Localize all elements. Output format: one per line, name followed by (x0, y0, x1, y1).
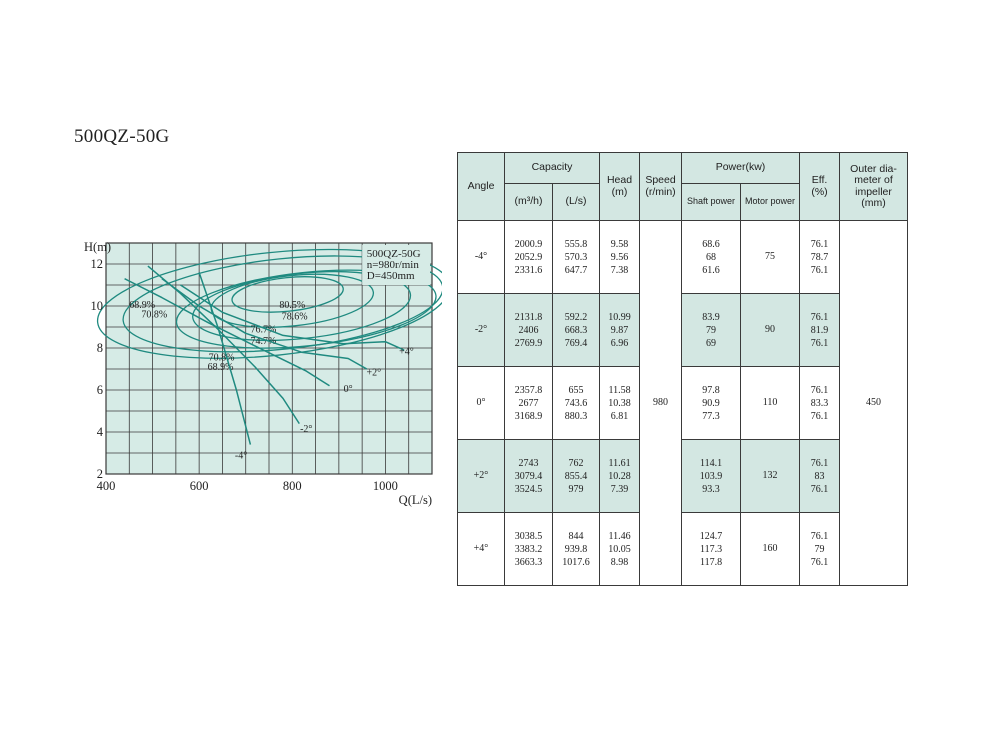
eff-cell: 76.1 78.7 76.1 (800, 221, 840, 294)
efficiency-label: 68.9% (207, 362, 234, 374)
table-row (458, 221, 908, 294)
eff-cell: 76.1 83 76.1 (800, 440, 840, 513)
model-title: 500QZ-50G (74, 126, 170, 147)
motor-power-cell: 132 (741, 440, 800, 513)
shaft-power-cell: 68.6 68 61.6 (682, 221, 741, 294)
efficiency-label-left: 68.9% (129, 300, 156, 312)
motor-power-cell: 160 (741, 513, 800, 586)
y-tick-label: 4 (96, 425, 103, 439)
legend-line: 500QZ-50G (366, 248, 421, 260)
header-motor-power: Motor power (741, 184, 800, 221)
header-outer-dia: Outer dia- meter of impeller (mm) (840, 153, 908, 221)
angle-cell: +2° (458, 440, 505, 513)
header-angle: Angle (458, 153, 505, 221)
eff-cell: 76.1 83.3 76.1 (800, 367, 840, 440)
efficiency-label: 74.7% (250, 335, 277, 347)
header-capacity: Capacity (505, 153, 600, 184)
motor-power-cell: 75 (741, 221, 800, 294)
motor-power-cell: 110 (741, 367, 800, 440)
performance-chart (82, 236, 442, 516)
header-head: Head (m) (600, 153, 640, 221)
angle-cell: -2° (458, 294, 505, 367)
shaft-power-cell: 83.9 79 69 (682, 294, 741, 367)
outer-dia-cell: 450 (840, 221, 908, 586)
head-cell: 11.61 10.28 7.39 (600, 440, 640, 513)
head-cell: 11.46 10.05 8.98 (600, 513, 640, 586)
efficiency-label: 70.8% (208, 352, 235, 364)
y-tick-label: 2 (96, 467, 103, 481)
capacity-ls-cell: 655 743.6 880.3 (553, 367, 600, 440)
speed-cell: 980 (640, 221, 682, 586)
angle-label: +4° (399, 346, 414, 358)
capacity-ls-cell: 592.2 668.3 769.4 (553, 294, 600, 367)
legend-line: n=980r/min (366, 259, 419, 271)
header-eff: Eff. (%) (800, 153, 840, 221)
eff-cell: 76.1 81.9 76.1 (800, 294, 840, 367)
legend-line: D=450mm (366, 270, 415, 282)
shaft-power-cell: 114.1 103.9 93.3 (682, 440, 741, 513)
angle-cell: +4° (458, 513, 505, 586)
x-tick-label: 800 (282, 479, 302, 493)
efficiency-label-left: 70.8% (141, 309, 168, 321)
shaft-power-cell: 124.7 117.3 117.8 (682, 513, 741, 586)
head-cell: 11.58 10.38 6.81 (600, 367, 640, 440)
capacity-m3h-cell: 2000.9 2052.9 2331.6 (505, 221, 553, 294)
efficiency-label: 78.6% (281, 311, 308, 323)
capacity-m3h-cell: 3038.5 3383.2 3663.3 (505, 513, 553, 586)
header-power: Power(kw) (682, 153, 800, 184)
angle-label: -4° (234, 450, 248, 462)
capacity-ls-cell: 555.8 570.3 647.7 (553, 221, 600, 294)
y-tick-label: 10 (90, 299, 103, 313)
head-cell: 10.99 9.87 6.96 (600, 294, 640, 367)
efficiency-label: 76.7% (250, 324, 277, 336)
capacity-m3h-cell: 2131.8 2406 2769.9 (505, 294, 553, 367)
header-speed: Speed (r/min) (640, 153, 682, 221)
header-capacity-ls: (L/s) (553, 184, 600, 221)
y-tick-label: 8 (96, 341, 103, 355)
x-tick-label: 400 (96, 479, 116, 493)
head-cell: 9.58 9.56 7.38 (600, 221, 640, 294)
x-tick-label: 600 (189, 479, 209, 493)
capacity-ls-cell: 762 855.4 979 (553, 440, 600, 513)
capacity-ls-cell: 844 939.8 1017.6 (553, 513, 600, 586)
angle-label: -2° (300, 424, 313, 435)
y-tick-label: 6 (96, 383, 103, 397)
angle-cell: 0° (458, 367, 505, 440)
angle-label: 0° (343, 384, 353, 396)
shaft-power-cell: 97.8 90.9 77.3 (682, 367, 741, 440)
table-body (458, 221, 908, 586)
y-axis-title: H(m) (84, 240, 112, 254)
x-tick-label: 1000 (372, 479, 398, 493)
y-tick-label: 12 (90, 257, 103, 271)
efficiency-label: 80.5% (279, 300, 306, 312)
motor-power-cell: 90 (741, 294, 800, 367)
x-axis-title: Q(L/s) (398, 493, 432, 507)
spec-table (457, 152, 908, 586)
capacity-m3h-cell: 2743 3079.4 3524.5 (505, 440, 553, 513)
angle-cell: -4° (458, 221, 505, 294)
header-capacity-m3h: (m³/h) (505, 184, 553, 221)
eff-cell: 76.1 79 76.1 (800, 513, 840, 586)
capacity-m3h-cell: 2357.8 2677 3168.9 (505, 367, 553, 440)
header-shaft-power: Shaft power (682, 184, 741, 221)
angle-label: +2° (366, 367, 382, 379)
